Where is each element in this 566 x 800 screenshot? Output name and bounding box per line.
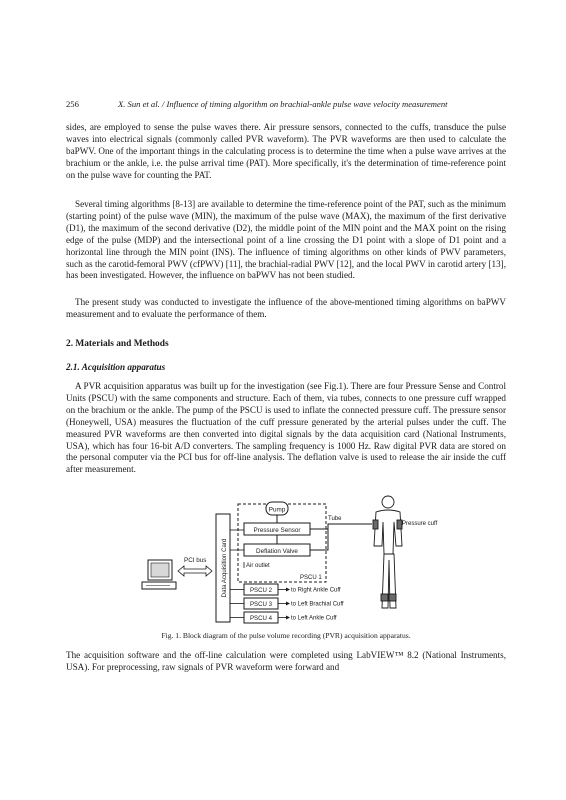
pscu1-boundary — [238, 504, 326, 582]
pump-label: Pump — [268, 506, 286, 514]
to-left-ankle-label: to Left Ankle Cuff — [291, 615, 337, 622]
figure-block-diagram — [140, 490, 440, 625]
pscu2-block — [244, 584, 278, 595]
pscu4-block — [244, 612, 278, 623]
section-heading: 2. Materials and Methods — [66, 339, 169, 349]
deflation-valve-block — [244, 544, 310, 556]
deflation-valve-label: Deflation Valve — [256, 548, 298, 555]
pressure-cuff-label: Pressure cuff — [402, 521, 438, 527]
running-head — [66, 99, 506, 113]
arrow-to-left-brachial — [278, 602, 344, 608]
computer-icon — [142, 560, 176, 589]
paragraph-software: The acquisition software and the off-line calculation were completed using LabVIEW™ 8.2 (National Instruments, USA). For preprocessing, raw signals of PVR waveform were forward and — [66, 650, 506, 672]
pressure-sensor-label: Pressure Sensor — [253, 527, 301, 534]
air-outlet-label: Air outlet — [246, 563, 270, 569]
paragraph-present-study: The present study was conducted to investigate the influence of the above-mentioned timing algorithms on baPWV measurement and to evaluate the performance of them. — [66, 297, 506, 319]
pscu2-label: PSCU 2 — [249, 587, 273, 594]
pressure-sensor-block — [244, 523, 310, 535]
pci-bus-arrow — [178, 557, 212, 576]
daq-card-label: Data Acquisition Card — [221, 538, 228, 598]
running-title: X. Sun et al. / Influence of timing algorithm on brachial-ankle pulse wave velocity measurement — [118, 99, 448, 109]
pump-block — [266, 502, 288, 515]
pci-bus-label: PCI bus — [184, 557, 207, 564]
paragraph-intro-pvr: sides, are employed to sense the pulse waves there. Air pressure sensors, connected to the cuffs, transduce the pulse waves into electrical signals (commonly called PVR waveform). The PVR waveforms are then used to calculate the baPWV. One of the important things in the calculating process is to determine the time when a pulse wave arrives at the brachium or the ankle, i.e. the pulse arrival time (PAT). More specifically, it's the determination of time-reference point on the pulse wave for counting the PAT. — [66, 122, 506, 180]
paragraph-acquisition-apparatus: A PVR acquisition apparatus was built up for the investigation (see Fig.1). There are four Pressure Sense and Control Units (PSCU) with the same components and structure. Each of them, via tubes, connects to one pressure cuff wrapped on the brachium or the ankle. The pump of the PSCU is used to inflate the connected pressure cuff. The pressure sensor (Honeywell, USA) measures the fluctuation of the cuff pressure generated by the arterial pulses under the cuff. The measured PVR waveforms are then converted into digital signals by the data acquisition card (National Instruments, USA), which has four 16-bit A/D converters. The sampling frequency is 1000 Hz. Raw digital PVR data are stored on the personal computer via the PCI bus for off-line analysis. The deflation valve is used to release the air inside the cuff after measurement. — [66, 381, 506, 475]
to-left-brachial-label: to Left Brachial Cuff — [291, 601, 344, 608]
figure-caption: Fig. 1. Block diagram of the pulse volume recording (PVR) acquisition apparatus. — [161, 631, 411, 640]
page-number: 256 — [66, 99, 79, 109]
daq-card-block — [216, 514, 230, 622]
pscu1-label: PSCU 1 — [300, 575, 322, 581]
tube-label: Tube — [328, 516, 342, 522]
block-diagram-svg — [140, 490, 440, 625]
arrow-to-right-ankle — [278, 588, 341, 594]
pscu4-label: PSCU 4 — [249, 615, 273, 622]
human-figure-icon — [373, 496, 402, 608]
subsection-heading: 2.1. Acquisition apparatus — [66, 362, 166, 372]
pscu3-label: PSCU 3 — [249, 601, 273, 608]
pscu3-block — [244, 598, 278, 609]
to-right-ankle-label: to Right Ankle Cuff — [291, 587, 341, 594]
paragraph-timing-algorithms: Several timing algorithms [8-13] are available to determine the time-reference point of the PAT, such as the minimum (starting point) of the pulse wave (MIN), the maximum of the pulse wave (MAX), the maximum of the first derivative (D1), the maximum of the second derivative (D2), the middle point of the MIN point and the MAX point on the rising edge of the pulse (MDP) and the intersectional point of a line crossing the D1 point with a slope of D1 point and a horizontal line through the MIN point (INS). The influence of timing algorithms on other kinds of PWV parameters, such as the carotid-femoral PWV (cfPWV) [11], the brachial-radial PWV [12], and the local PWV in carotid artery [13], has been investigated. However, the influence on baPWV has not been studied. — [66, 199, 506, 281]
arrow-to-left-ankle — [278, 616, 337, 622]
